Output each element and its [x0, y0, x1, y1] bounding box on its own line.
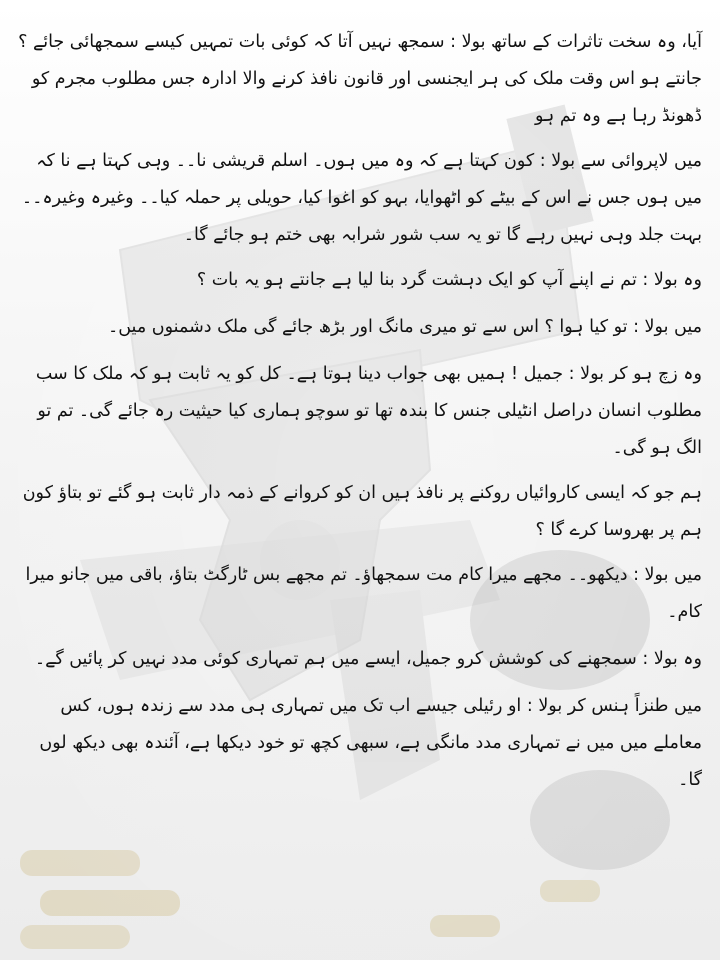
paragraph-3: وہ بولا : تم نے اپنے آپ کو ایک دہشت گرد بنا لیا ہے جانتے ہو یہ بات ؟ — [196, 270, 702, 290]
paragraph-2: میں لاپروائی سے بولا : کون کہتا ہے کہ وہ میں ہوں۔ اسلم قریشی نا۔۔ وہی کہتا ہے نا کہ میں ہوں جس نے اس کے بیٹے کو اٹھوایا، بہو کو اغوا کیا، حویلی پر حملہ کیا۔۔ وغیرہ وغیرہ۔۔ بہت جلد وہی نہیں رہے گا تو یہ سب شور شرابہ بھی ختم ہو جائے گا۔ — [21, 151, 702, 245]
paragraph-5: وہ زچ ہو کر بولا : جمیل ! ہمیں بھی جواب دینا ہوتا ہے۔ کل کو یہ ثابت ہو کہ ملک کا سب مطلوب انسان دراصل انٹیلی جنس کا بندہ تھا تو سوچو ہماری کیا حیثیت رہ جائے گی۔ تم تو الگ ہو گی۔ — [35, 364, 702, 458]
paragraph-6: ہم جو کہ ایسی کاروائیاں روکنے پر نافذ ہیں ان کو کروانے کے ذمہ دار ثابت ہو گئے تو بتاؤ کون ہم پر بھروسا کرے گا ؟ — [22, 483, 702, 540]
paragraph-7: میں بولا : دیکھو۔۔ مجھے میرا کام مت سمجھاؤ۔ تم مجھے بس ٹارگٹ بتاؤ، باقی میں جانو میرا کام۔ — [25, 565, 702, 622]
paragraph-1: آیا، وہ سخت تاثرات کے ساتھ بولا : سمجھ نہیں آتا کہ کوئی بات تمہیں کیسے سمجھائی جائے ؟ جانتے ہو اس وقت ملک کی ہر ایجنسی اور قانون نافذ کرنے والا ادارہ جس مطلوب مجرم کو ڈھونڈ رہا ہے وہ تم ہو — [18, 32, 702, 126]
paragraph-9: میں طنزاً ہنس کر بولا : او رئیلی جیسے اب تک میں تمہاری ہی مدد سے زندہ ہوں، کس معاملے میں میں نے تمہاری مدد مانگی ہے، سبھی کچھ تو خود دیکھا ہے، آئندہ بھی دیکھ لوں گا۔ — [39, 696, 702, 790]
paragraph-4: میں بولا : تو کیا ہوا ؟ اس سے تو میری مانگ اور بڑھ جائے گی ملک دشمنوں میں۔ — [107, 317, 702, 337]
paragraph-8: وہ بولا : سمجھنے کی کوشش کرو جمیل، ایسے میں ہم تمہاری کوئی مدد نہیں کر پائیں گے۔ — [34, 649, 702, 669]
